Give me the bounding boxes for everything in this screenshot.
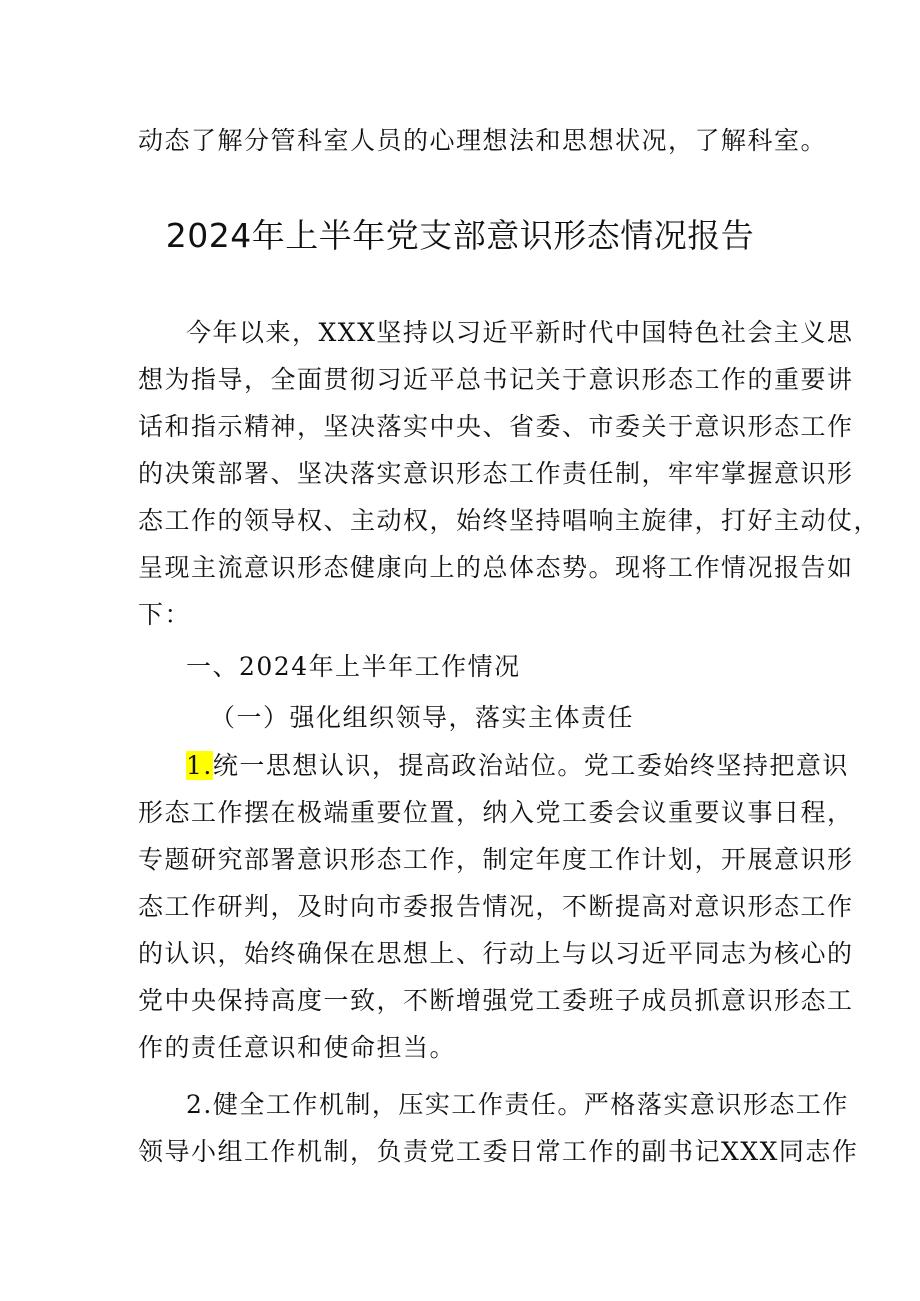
paragraph-line: 领导小组工作机制，负责党工委日常工作的副书记XXX同志作 [138, 1137, 859, 1166]
subsection-heading: （一）强化组织领导，落实主体责任 [210, 703, 635, 732]
highlighted-number: 1. [186, 751, 213, 780]
paragraph-line: 话和指示精神，坚决落实中央、省委、市委关于意识形态工作 [138, 412, 854, 441]
paragraph-line: 形态工作摆在极端重要位置，纳入党工委会议重要议事日程， [138, 798, 854, 827]
item-1-text: 统一思想认识，提高政治站位。党工委始终坚持把意识 [212, 751, 849, 780]
paragraph-line: 想为指导，全面贯彻习近平总书记关于意识形态工作的重要讲 [138, 365, 854, 394]
paragraph-line: 作的责任意识和使命担当。 [138, 1033, 457, 1062]
paragraph-line: 今年以来，XXX坚持以习近平新时代中国特色社会主义思 [186, 318, 854, 347]
item-1-first-line [186, 751, 849, 781]
paragraph-line: 态工作的领导权、主动权，始终坚持唱响主旋律，打好主动仗， [138, 506, 881, 535]
document-title: 2024年上半年党支部意识形态情况报告 [165, 216, 755, 255]
paragraph-line: 的认识，始终确保在思想上、行动上与以习近平同志为核心的 [138, 939, 854, 968]
paragraph-line: 专题研究部署意识形态工作，制定年度工作计划，开展意识形 [138, 845, 854, 874]
paragraph-line: 的决策部署、坚决落实意识形态工作责任制，牢牢掌握意识形 [138, 459, 854, 488]
paragraph-line: 呈现主流意识形态健康向上的总体态势。现将工作情况报告如 [138, 553, 854, 582]
section-heading: 一、2024年上半年工作情况 [186, 652, 521, 681]
intro-line: 动态了解分管科室人员的心理想法和思想状况，了解科室。 [138, 126, 828, 155]
item-2-first-line: 2.健全工作机制，压实工作责任。严格落实意识形态工作 [186, 1090, 849, 1119]
paragraph-line: 下： [138, 600, 192, 629]
paragraph-line: 党中央保持高度一致，不断增强党工委班子成员抓意识形态工 [138, 986, 854, 1015]
paragraph-line: 态工作研判，及时向市委报告情况，不断提高对意识形态工作 [138, 892, 854, 921]
